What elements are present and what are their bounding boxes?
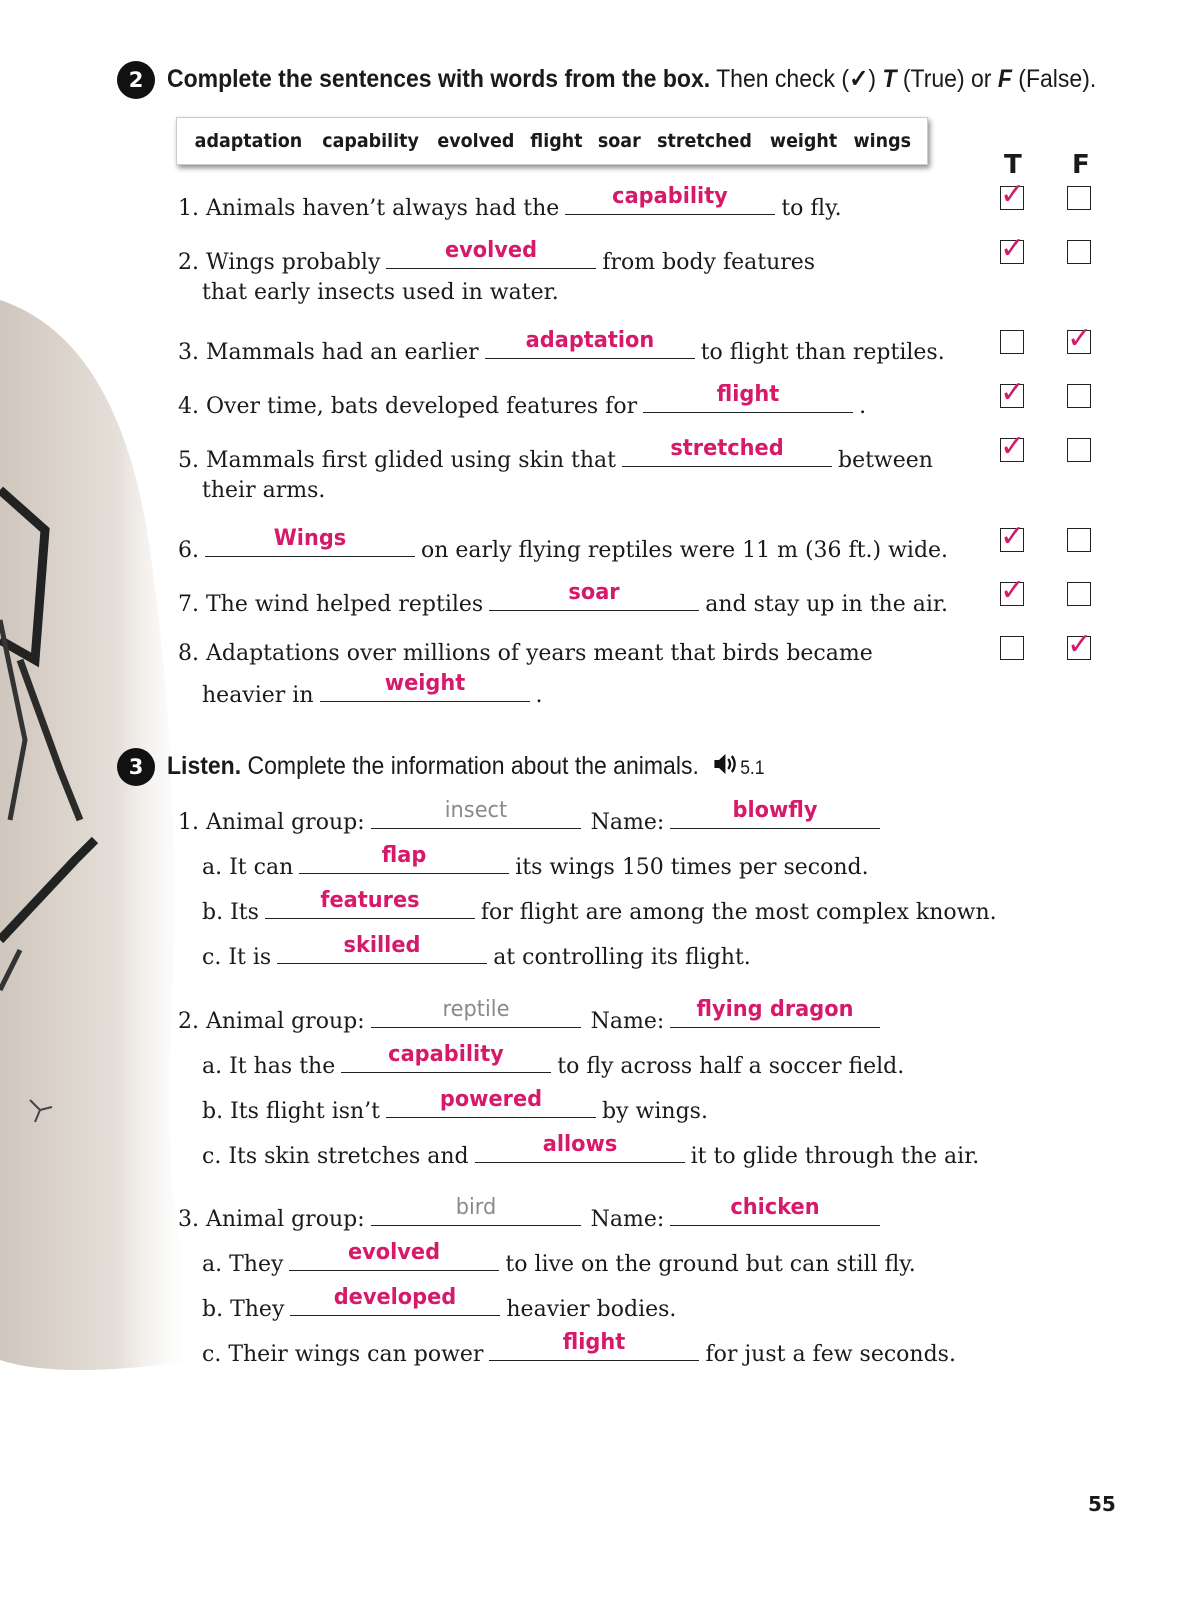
answer-blank[interactable]: stretched — [622, 440, 832, 467]
false-checkbox[interactable] — [1067, 240, 1091, 264]
word-box — [176, 117, 928, 165]
answer-blank[interactable]: features — [265, 892, 475, 919]
answer-blank[interactable]: skilled — [277, 937, 487, 964]
word-box-item: capability — [322, 130, 419, 152]
true-checkbox[interactable] — [1000, 330, 1024, 354]
check-mark-icon: ✓ — [1000, 231, 1026, 266]
answer-blank[interactable]: allows — [475, 1136, 685, 1163]
check-mark-icon: ✓ — [1067, 321, 1093, 356]
word-box-item: stretched — [657, 130, 753, 152]
check-mark-icon: ✓ — [1000, 429, 1026, 464]
answer-blank[interactable]: evolved — [289, 1244, 499, 1271]
answer-blank[interactable]: capability — [341, 1046, 551, 1073]
word-box-item: soar — [597, 130, 641, 152]
true-checkbox[interactable] — [1000, 429, 1026, 464]
false-checkbox[interactable] — [1067, 528, 1091, 552]
audio-speaker-icon[interactable] — [713, 752, 739, 783]
word-box-item: wings — [853, 130, 912, 152]
animal-group-blank[interactable]: reptile — [371, 1001, 581, 1028]
answer-blank[interactable]: Wings — [205, 530, 415, 557]
animal-name-blank[interactable]: flying dragon — [670, 1001, 880, 1028]
true-checkbox[interactable] — [1000, 519, 1026, 554]
section-2-instruction: Complete the sentences with words from the box. Then check (✓) T (True) or F (False). — [167, 65, 1097, 93]
section-2-number: 2 — [117, 61, 155, 99]
audio-track-number: 5.1 — [740, 758, 765, 780]
answer-blank[interactable]: soar — [489, 584, 699, 611]
false-checkbox[interactable] — [1067, 321, 1093, 356]
answer-blank[interactable]: capability — [565, 188, 775, 215]
false-checkbox[interactable] — [1067, 384, 1091, 408]
false-checkbox[interactable] — [1067, 582, 1091, 606]
true-checkbox[interactable] — [1000, 177, 1026, 212]
check-mark-icon: ✓ — [1067, 627, 1093, 662]
check-mark-icon: ✓ — [1000, 375, 1026, 410]
fossil-illustration — [0, 300, 200, 1400]
false-checkbox[interactable] — [1067, 627, 1093, 662]
true-column-header: T — [1004, 150, 1022, 180]
true-checkbox[interactable] — [1000, 375, 1026, 410]
animal-group-blank[interactable]: bird — [371, 1199, 581, 1226]
word-box-item: evolved — [437, 130, 515, 152]
section-3-number: 3 — [117, 748, 155, 786]
section-3-instruction: Listen. Complete the information about the animals. 5.1 — [167, 752, 764, 783]
check-mark-icon: ✓ — [1000, 573, 1026, 608]
answer-blank[interactable]: adaptation — [485, 332, 695, 359]
false-column-header: F — [1072, 150, 1090, 180]
true-checkbox[interactable] — [1000, 573, 1026, 608]
animal-name-blank[interactable]: chicken — [670, 1199, 880, 1226]
word-box-item: flight — [530, 130, 583, 152]
animal-group-blank[interactable]: insect — [371, 802, 581, 829]
answer-blank[interactable]: evolved — [386, 242, 596, 269]
check-mark-icon: ✓ — [1000, 177, 1026, 212]
false-checkbox[interactable] — [1067, 438, 1091, 462]
check-mark-icon: ✓ — [1000, 519, 1026, 554]
answer-blank[interactable]: weight — [320, 675, 530, 702]
true-checkbox[interactable] — [1000, 636, 1024, 660]
false-checkbox[interactable] — [1067, 186, 1091, 210]
answer-blank[interactable]: flight — [643, 386, 853, 413]
answer-blank[interactable]: flap — [299, 847, 509, 874]
animal-name-blank[interactable]: blowfly — [670, 802, 880, 829]
answer-blank[interactable]: flight — [489, 1334, 699, 1361]
word-box-item: weight — [770, 130, 838, 152]
page-number: 55 — [1088, 1492, 1116, 1516]
word-box-item: adaptation — [195, 130, 303, 152]
true-checkbox[interactable] — [1000, 231, 1026, 266]
answer-blank[interactable]: powered — [386, 1091, 596, 1118]
answer-blank[interactable]: developed — [290, 1289, 500, 1316]
